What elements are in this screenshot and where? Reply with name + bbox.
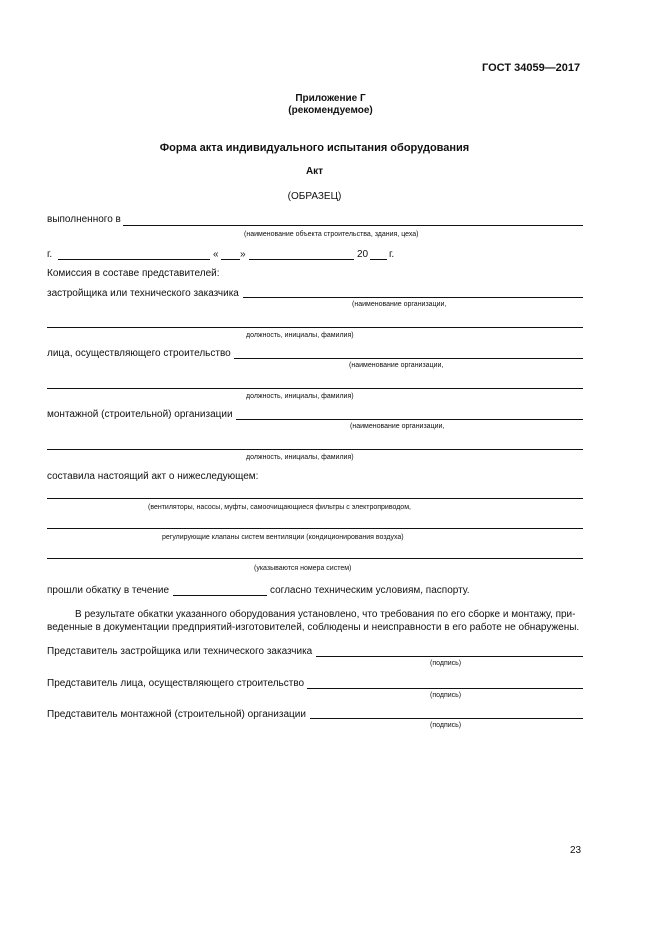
builder-name-line[interactable] xyxy=(234,358,583,359)
customer-name-line[interactable] xyxy=(243,297,583,298)
form-title: Форма акта индивидуального испытания оборудования xyxy=(159,142,470,154)
signature-installer-line[interactable] xyxy=(310,718,583,719)
builder-org-caption: (наименование организации, xyxy=(349,362,444,369)
installer-org-caption: (наименование организации, xyxy=(350,423,445,430)
customer-label: застройщика или технического заказчика xyxy=(47,288,239,299)
customer-position-caption: должность, инициалы, фамилия) xyxy=(246,332,354,339)
equipment-caption-1: (вентиляторы, насосы, муфты, самоочищающиеся фильтры с электроприводом, xyxy=(148,504,411,511)
commission-label: Комиссия в составе представителей: xyxy=(47,268,220,279)
page-number: 23 xyxy=(570,845,582,856)
year-line[interactable] xyxy=(370,259,387,260)
installer-label: монтажной (строительной) организации xyxy=(47,409,233,420)
performed-in-line[interactable] xyxy=(123,225,583,226)
signature-customer-label: Представитель застройщика или технического заказчика xyxy=(47,646,313,657)
runin-suffix: согласно техническим условиям, паспорту. xyxy=(270,585,470,596)
systems-line[interactable] xyxy=(47,558,583,559)
compiled-label: составила настоящий акт о нижеследующем: xyxy=(47,471,259,482)
sample-label: (ОБРАЗЕЦ) xyxy=(287,191,342,202)
act-title: Акт xyxy=(305,166,324,177)
standard-number: ГОСТ 34059—2017 xyxy=(482,62,581,74)
signature-customer-caption: (подпись) xyxy=(430,660,462,667)
installer-position-caption: должность, инициалы, фамилия) xyxy=(246,454,354,461)
signature-builder-label: Представитель лица, осуществляющего строительство xyxy=(47,678,305,689)
equipment-line-2[interactable] xyxy=(47,528,583,529)
customer-org-caption: (наименование организации, xyxy=(352,301,447,308)
month-line[interactable] xyxy=(249,259,354,260)
signature-installer-label: Представитель монтажной (строительной) организации xyxy=(47,709,306,720)
builder-label: лица, осуществляющего строительство xyxy=(47,348,231,359)
signature-builder-line[interactable] xyxy=(307,688,583,689)
performed-in-label: выполненного в xyxy=(47,214,121,225)
signature-installer-caption: (подпись) xyxy=(430,722,462,729)
day-open-quote: « xyxy=(213,249,219,260)
year-suffix: г. xyxy=(389,249,395,260)
result-line-1: В результате обкатки указанного оборудования установлено, что требования по его сборке и монтажу, при- xyxy=(75,609,576,620)
installer-name-line[interactable] xyxy=(236,419,583,420)
appendix-title: Приложение Г xyxy=(295,93,366,104)
installer-position-line[interactable] xyxy=(47,449,583,450)
appendix-subtitle: (рекомендуемое) xyxy=(288,105,373,116)
runin-duration-line[interactable] xyxy=(173,595,267,596)
result-line-2: веденные в документации предприятий-изготовителей, соблюдены и неисправности в его работе не обнаружены. xyxy=(47,622,580,633)
equipment-caption-2: регулирующие клапаны систем вентиляции (кондиционирования воздуха) xyxy=(162,534,404,541)
customer-position-line[interactable] xyxy=(47,327,583,328)
systems-caption: (указываются номера систем) xyxy=(254,565,352,572)
city-prefix: г. xyxy=(47,249,53,260)
signature-builder-caption: (подпись) xyxy=(430,692,462,699)
day-line[interactable] xyxy=(221,259,240,260)
day-close-quote: » xyxy=(240,249,246,260)
signature-customer-line[interactable] xyxy=(316,656,583,657)
builder-position-caption: должность, инициалы, фамилия) xyxy=(246,393,354,400)
builder-position-line[interactable] xyxy=(47,388,583,389)
performed-in-caption: (наименование объекта строительства, здания, цеха) xyxy=(244,231,419,238)
runin-prefix: прошли обкатку в течение xyxy=(47,585,170,596)
city-line[interactable] xyxy=(58,259,210,260)
equipment-line-1[interactable] xyxy=(47,498,583,499)
year-prefix: 20 xyxy=(357,249,369,260)
